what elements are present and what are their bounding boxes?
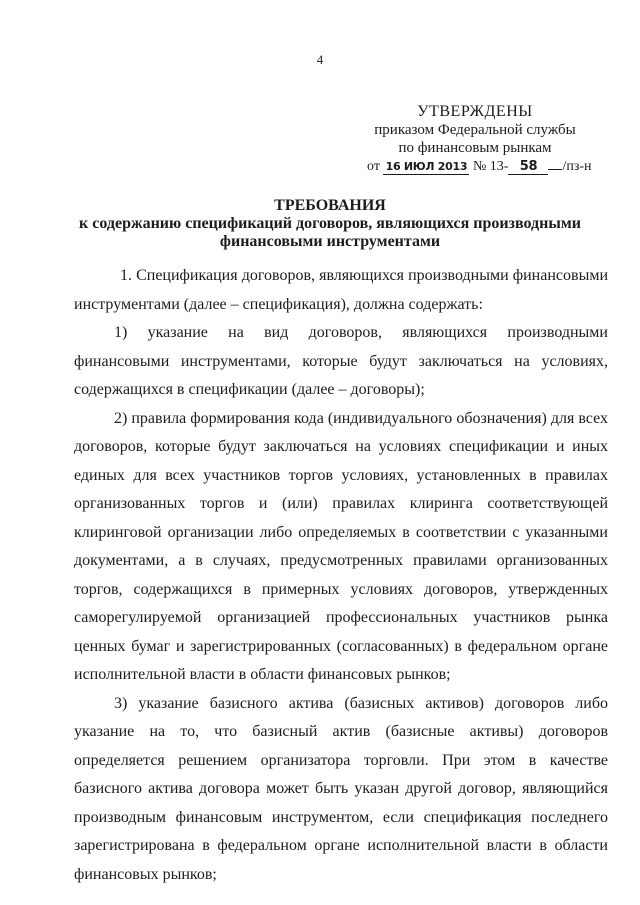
paragraph-1-1: 1) указание на вид договоров, являющихся производными финансовыми инструментами, которые будут заключаться на условиях, содержащихся в спецификации (далее – договоры); — [74, 324, 608, 398]
number-label: № 13- — [472, 159, 509, 174]
document-body — [74, 262, 608, 889]
page-number: 4 — [316, 52, 324, 67]
paragraph-1: 1. Спецификация договоров, являющихся производными финансовыми инструментами (далее – спецификация), должна содержать: — [74, 267, 608, 313]
title-line-2: к содержанию спецификаций договоров, являющихся производными — [79, 215, 581, 232]
document-title — [60, 197, 600, 251]
title-line-3: финансовыми инструментами — [219, 233, 441, 250]
handwritten-date: 16 ИЮЛ 2013 — [383, 160, 469, 175]
paragraph-1-3: 3) указание базисного актива (базисных активов) договоров либо указание на то, что базисный актив (базисные активы) договоров определяется решением организатора торговли. При этом в качестве базисного актива договора может быть указан другой договор, являющийся производным финансовым инструментом, если спецификация последнего зарегистрирована в федеральном органе исполнительной власти в области финансовых рынков; — [74, 694, 608, 883]
order-reference — [367, 159, 592, 175]
approval-block — [360, 103, 590, 157]
approval-heading: УТВЕРЖДЕНЫ — [417, 103, 533, 120]
handwritten-number: 58 — [508, 160, 548, 175]
order-suffix: /пз-н — [562, 159, 592, 174]
approval-line-1: приказом Федеральной службы — [374, 122, 576, 138]
from-label: от — [367, 159, 380, 174]
blank-underline — [548, 169, 562, 170]
approval-line-2: по финансовым рынкам — [398, 140, 552, 156]
paragraph-1-2: 2) правила формирования кода (индивидуального обозначения) для всех договоров, которые будут заключаться на условиях спецификации и иных единых для всех участников торгов условиях, установленных в правилах организованных торгов и (или) правилах клиринга соответствующей клиринговой организации либо определяемых в соответствии с указанными документами, а в случаях, предусмотренных правилами организованных торгов, содержащихся в примерных условиях договоров, утвержденных саморегулируемой организацией профессиональных участников рынка ценных бумаг и зарегистрированных (согласованных) в федеральном органе исполнительной власти в области финансовых рынков; — [74, 409, 608, 683]
title-main: ТРЕБОВАНИЯ — [274, 197, 386, 214]
